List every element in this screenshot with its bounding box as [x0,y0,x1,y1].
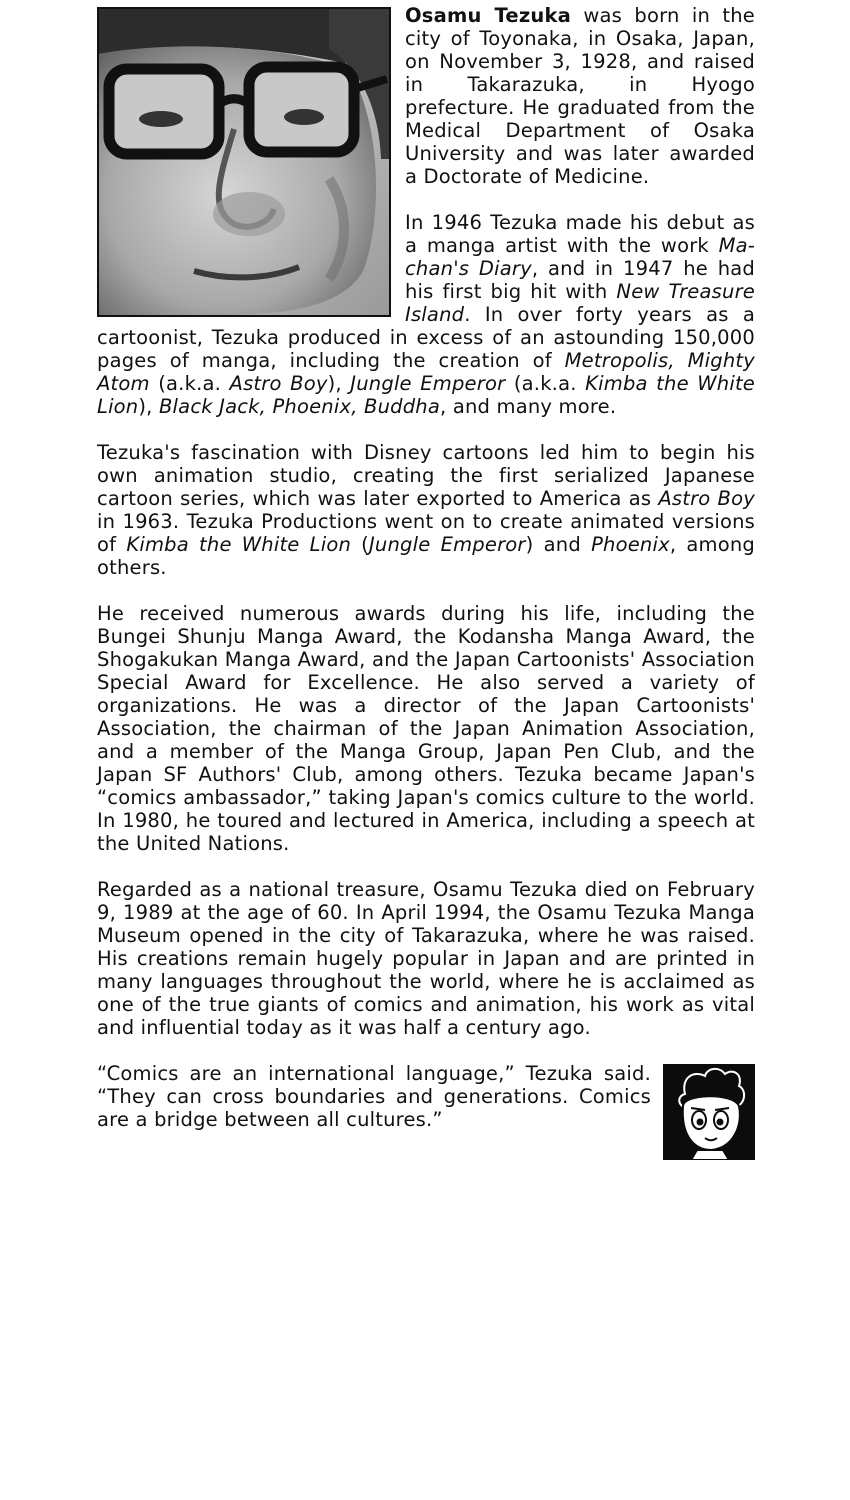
bio-paragraph-3 [97,441,755,579]
text-run: ) and [525,533,592,556]
bio-paragraph-4: He received numerous awards during his life, including the Bungei Shunju Manga Award, the Kodansha Manga Award, the Shogakukan Manga Award, and the Japan Cartoonists' Association Special Award for Excellence. He also served a variety of organizations. He was a director of the Japan Cartoonists' Association, the chairman of the Japan Animation Association, and a member of the Manga Group, Japan Pen Club, and the Japan SF Authors' Club, among others. Tezuka became Japan's “comics ambassador,” taking Japan's comics culture to the world. In 1980, he toured and lectured in America, including a speech at the United Nations. [97,602,755,855]
text-run: In 1946 Tezuka made his debut as a manga artist with the work [405,211,755,257]
work-title: Black Jack, Phoenix, Buddha [158,395,441,418]
text-run: ( [351,533,369,556]
work-title: Jungle Emperor [368,533,526,556]
tezuka-quote: “Comics are an international language,” Tezuka said. “They can cross boundaries and generations. Comics are a bridge between all cultures.” [97,1062,651,1131]
text-run: (a.k.a. [149,372,230,395]
work-title: New Treasure Island [405,280,755,326]
author-name: Osamu Tezuka [405,4,571,27]
text-run: (a.k.a. [505,372,586,395]
text-run: in 1963. Tezuka Productions went on to create animated versions of [97,510,755,556]
work-title: Kimba the White Lion [97,372,755,418]
text-run: , and in 1947 he had his first big hit with [405,257,755,303]
text-run: . In over forty years as a cartoonist, Tezuka produced in excess of an astounding 150,000 pages of manga, including the creation of [97,303,755,372]
bio-paragraph-5: Regarded as a national treasure, Osamu Tezuka died on February 9, 1989 at the age of 60. In April 1994, the Osamu Tezuka Manga Museum opened in the city of Takarazuka, where he was raised. His creations remain hugely popular in Japan and are printed in many languages throughout the world, where he is acclaimed as one of the true giants of comics and animation, his work as vital and influential today as it was half a century ago. [97,878,755,1039]
astro-boy-icon [663,1064,755,1160]
bio-paragraph-1-text: was born in the city of Toyonaka, in Osaka, Japan, on November 3, 1928, and raised in Takarazuka, in Hyogo prefecture. He graduated from the Medical Department of Osaka University and was later awarded a Doctorate of Medicine. [405,4,756,188]
text-run: , and many more. [440,395,617,418]
work-title: Ma-chan's Diary [405,234,755,280]
work-title: Astro Boy [658,487,755,510]
text-run: ), [327,372,351,395]
text-run: , among others. [97,533,755,579]
text-run: ), [138,395,159,418]
work-title: Astro Boy [229,372,328,395]
work-title: Kimba the White Lion [126,533,352,556]
author-portrait [97,7,391,317]
text-run: Tezuka's fascination with Disney cartoons led him to begin his own animation studio, creating the first serialized Japanese cartoon series, which was later exported to America as [97,441,755,510]
author-bio [97,4,755,1160]
work-title: Jungle Emperor [350,372,506,395]
work-title: Phoenix [591,533,670,556]
work-title: Metropolis, Mighty Atom [97,349,755,395]
